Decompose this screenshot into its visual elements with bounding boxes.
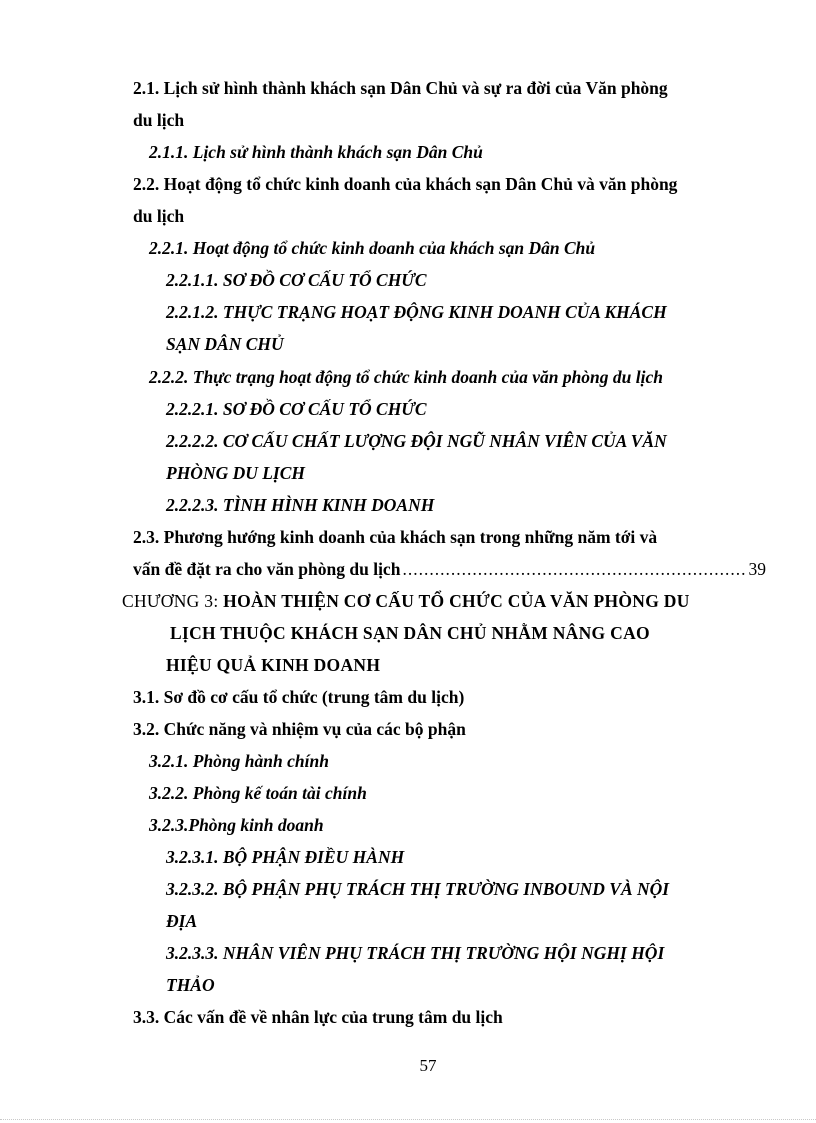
- toc-entry-3-2-2: 3.2.2. Phòng kế toán tài chính: [149, 783, 367, 803]
- toc-entry-2-2: 2.2. Hoạt động tổ chức kinh doanh của khách sạn Dân Chủ và văn phòng: [133, 174, 678, 194]
- toc-entry-text: vấn đề đặt ra cho văn phòng du lịch: [133, 559, 401, 579]
- toc-entry-2-2-1: 2.2.1. Hoạt động tổ chức kinh doanh của khách sạn Dân Chủ: [149, 238, 596, 258]
- chapter-title: HOÀN THIỆN CƠ CẤU TỔ CHỨC CỦA VĂN PHÒNG DU: [223, 591, 690, 611]
- toc-entry-2-2-2-1: 2.2.2.1. SƠ ĐỒ CƠ CẤU TỔ CHỨC: [166, 399, 427, 419]
- toc-entry-2-2-2: 2.2.2. Thực trạng hoạt động tổ chức kinh doanh của văn phòng du lịch: [149, 367, 663, 387]
- page-number: 57: [419, 1056, 437, 1075]
- toc-entry-2-3-cont: [133, 558, 766, 580]
- toc-entry-3-2-1: 3.2.1. Phòng hành chính: [149, 751, 329, 771]
- toc-entry-2-1-1: 2.1.1. Lịch sử hình thành khách sạn Dân Chủ: [149, 142, 483, 162]
- toc-entry-3-2-3-2-cont: ĐỊA: [166, 911, 198, 931]
- toc-entry-2-2-1-2: 2.2.1.2. THỰC TRẠNG HOẠT ĐỘNG KINH DOANH CỦA KHÁCH: [166, 302, 667, 322]
- toc-entry-3-1: 3.1. Sơ đồ cơ cấu tổ chức (trung tâm du lịch): [133, 687, 465, 707]
- toc-entry-2-2-1-2-cont: SẠN DÂN CHỦ: [166, 334, 284, 354]
- toc-entry-3-2-3-3: 3.2.3.3. NHÂN VIÊN PHỤ TRÁCH THỊ TRƯỜNG HỘI NGHỊ HỘI: [166, 943, 665, 963]
- toc-entry-2-2-1-1: 2.2.1.1. SƠ ĐỒ CƠ CẤU TỔ CHỨC: [166, 270, 427, 290]
- toc-entry-2-3: 2.3. Phương hướng kinh doanh của khách sạn trong những năm tới và: [133, 527, 658, 547]
- toc-entry-3-2-3: 3.2.3.Phòng kinh doanh: [149, 815, 324, 835]
- dot-leader: [402, 558, 746, 580]
- toc-entry-3-2-3-3-cont: THẢO: [166, 975, 215, 995]
- chapter-title-cont-1: LỊCH THUỘC KHÁCH SẠN DÂN CHỦ NHẰM NÂNG CAO: [170, 623, 650, 643]
- toc-entry-3-2: 3.2. Chức năng và nhiệm vụ của các bộ phận: [133, 719, 466, 739]
- toc-entry-2-1: 2.1. Lịch sử hình thành khách sạn Dân Chủ và sự ra đời của Văn phòng: [133, 78, 668, 98]
- toc-entry-2-2-2-2: 2.2.2.2. CƠ CẤU CHẤT LƯỢNG ĐỘI NGŨ NHÂN VIÊN CỦA VĂN: [166, 431, 667, 451]
- toc-entry-3-2-3-2: 3.2.3.2. BỘ PHẬN PHỤ TRÁCH THỊ TRƯỜNG INBOUND VÀ NỘI: [166, 879, 670, 899]
- chapter-title-cont-2: HIỆU QUẢ KINH DOANH: [166, 655, 381, 675]
- toc-entry-3-2-3-1: 3.2.3.1. BỘ PHẬN ĐIỀU HÀNH: [166, 847, 405, 867]
- toc-entry-2-2-cont: du lịch: [133, 206, 185, 226]
- toc-entry-2-2-2-2-cont: PHÒNG DU LỊCH: [166, 463, 306, 483]
- chapter-prefix: CHƯƠNG 3:: [122, 591, 224, 611]
- toc-entry-2-2-2-3: 2.2.2.3. TÌNH HÌNH KINH DOANH: [166, 495, 435, 515]
- page-bottom-rule: [0, 1119, 816, 1120]
- toc-entry-3-3: 3.3. Các vấn đề về nhân lực của trung tâm du lịch: [133, 1007, 503, 1027]
- chapter-3-heading: [122, 590, 690, 612]
- toc-entry-2-1-cont: du lịch: [133, 110, 185, 130]
- toc-page-number: 39: [748, 559, 766, 579]
